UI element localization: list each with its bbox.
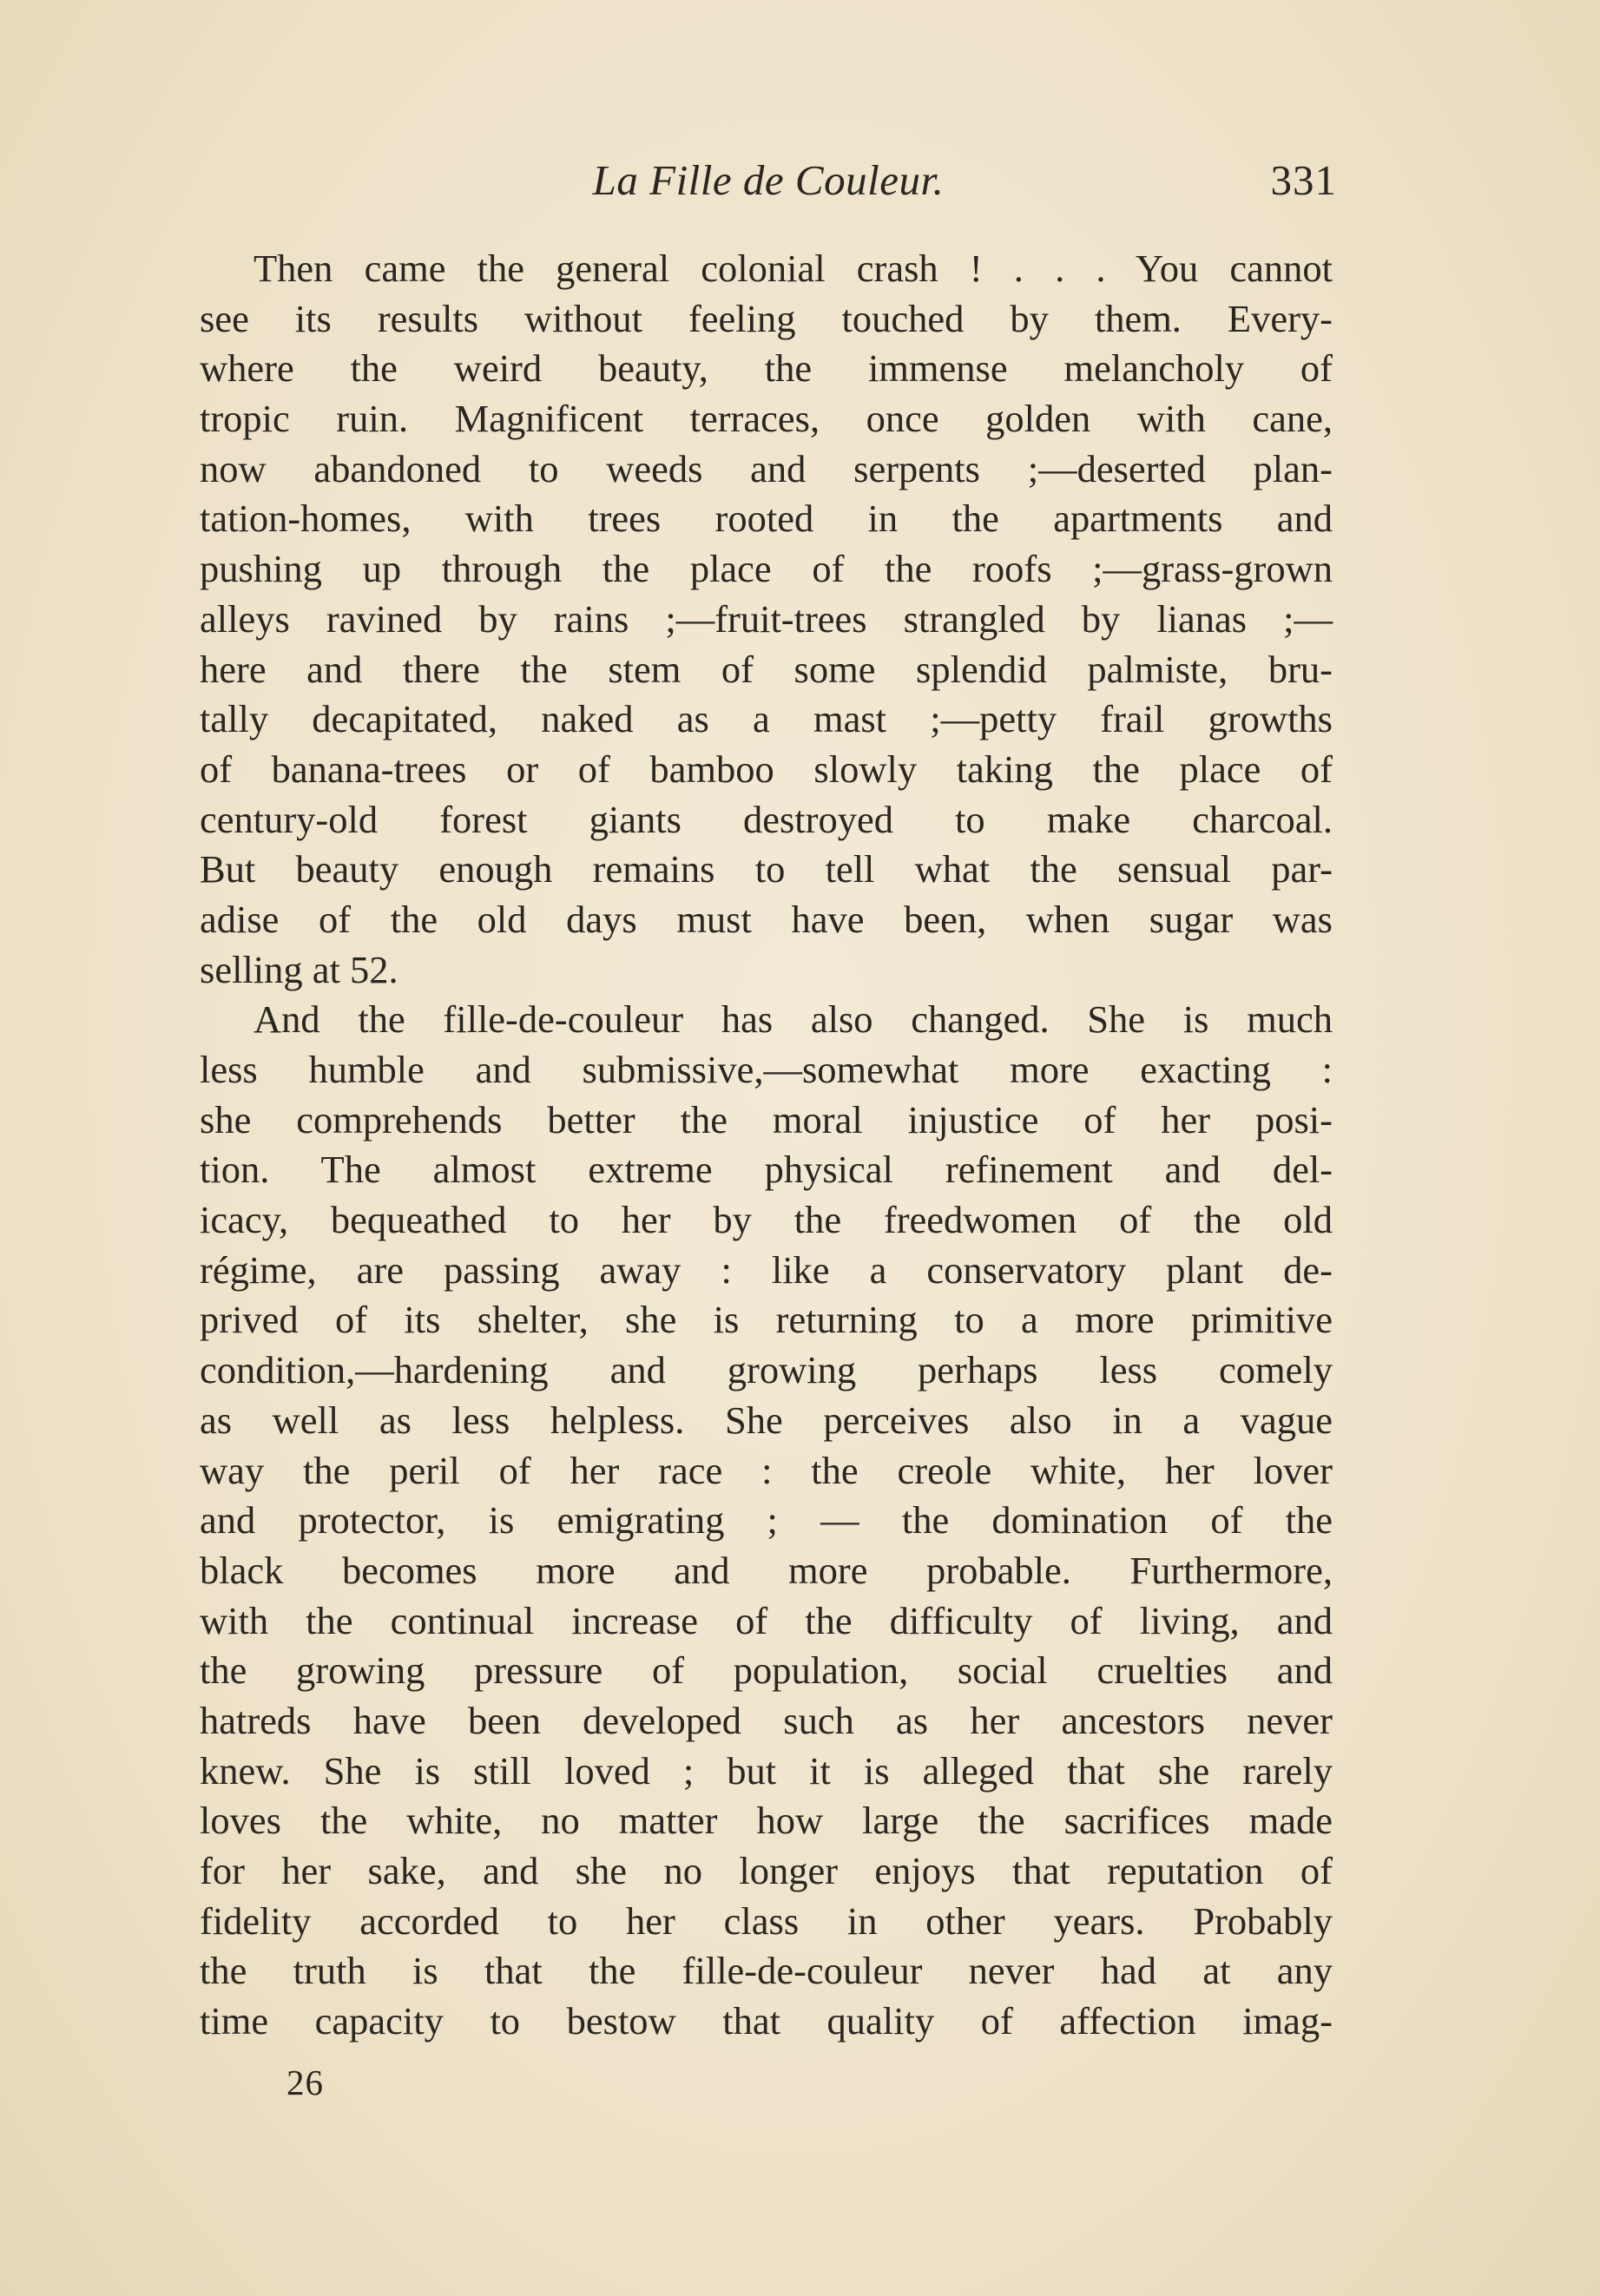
text-line: prived of its shelter, she is returning to a more primitive xyxy=(200,1298,1333,1342)
text-line: icacy, bequeathed to her by the freedwomen of the old xyxy=(200,1198,1333,1242)
text-line: régime, are passing away : like a conservatory plant de- xyxy=(200,1247,1333,1292)
text-line: tropic ruin. Magnificent terraces, once golden with cane, xyxy=(200,397,1333,441)
text-line: selling at 52. xyxy=(200,947,398,991)
body-text xyxy=(200,244,1333,2047)
text-line: with the continual increase of the difficulty of living, and xyxy=(200,1598,1333,1642)
text-line: and protector, is emigrating ; — the domination of the xyxy=(200,1498,1333,1543)
running-title: La Fille de Couleur. xyxy=(592,156,945,204)
text-line: the truth is that the fille-de-couleur never had at any xyxy=(200,1949,1333,1993)
page-number: 331 xyxy=(1270,156,1337,204)
text-line: knew. She is still loved ; but it is alleged that she rarely xyxy=(200,1748,1333,1793)
text-line: But beauty enough remains to tell what the sensual par- xyxy=(200,847,1333,891)
text-line: time capacity to bestow that quality of affection imag- xyxy=(200,1999,1333,2043)
text-line: tally decapitated, naked as a mast ;—petty frail growths xyxy=(200,697,1333,741)
text-line: adise of the old days must have been, when sugar was xyxy=(200,897,1333,941)
text-line: Then came the general colonial crash ! . . . You cannot xyxy=(253,247,1333,290)
text-line: for her sake, and she no longer enjoys that reputation of xyxy=(200,1849,1333,1892)
text-line: less humble and submissive,—somewhat more exacting : xyxy=(200,1048,1333,1091)
text-line: tation-homes, with trees rooted in the apartments and xyxy=(200,497,1333,541)
text-line: where the weird beauty, the immense melancholy of xyxy=(200,346,1333,391)
text-line: And the fille-de-couleur has also changed. She is much xyxy=(253,997,1333,1042)
text-line: condition,—hardening and growing perhaps less comely xyxy=(200,1348,1333,1392)
text-line: century-old forest giants destroyed to make charcoal. xyxy=(200,797,1333,841)
page-header xyxy=(200,146,1337,215)
text-line: here and there the stem of some splendid palmiste, bru- xyxy=(200,647,1333,691)
text-line: hatreds have been developed such as her ancestors never xyxy=(200,1698,1333,1742)
text-line: the growing pressure of population, social cruelties and xyxy=(200,1648,1333,1693)
text-line: loves the white, no matter how large the sacrifices made xyxy=(200,1799,1333,1843)
text-line: of banana-trees or of bamboo slowly taking the place of xyxy=(200,747,1333,791)
text-line: she comprehends better the moral injustice of her posi- xyxy=(200,1097,1333,1141)
text-line: tion. The almost extreme physical refinement and del- xyxy=(200,1148,1333,1192)
text-line: alleys ravined by rains ;—fruit-trees strangled by lianas ;— xyxy=(200,596,1333,641)
text-line: way the peril of her race : the creole white, her lover xyxy=(200,1448,1333,1492)
signature-mark: 26 xyxy=(286,2062,324,2102)
text-line: fidelity accorded to her class in other years. Probably xyxy=(200,1898,1333,1943)
text-line: as well as less helpless. She perceives also in a vague xyxy=(200,1398,1333,1442)
text-line: pushing up through the place of the roofs ;—grass-grown xyxy=(200,547,1333,591)
text-line: black becomes more and more probable. Furthermore, xyxy=(200,1548,1333,1592)
text-line: see its results without feeling touched by them. Every- xyxy=(200,296,1333,340)
text-line: now abandoned to weeds and serpents ;—deserted plan- xyxy=(200,446,1333,490)
